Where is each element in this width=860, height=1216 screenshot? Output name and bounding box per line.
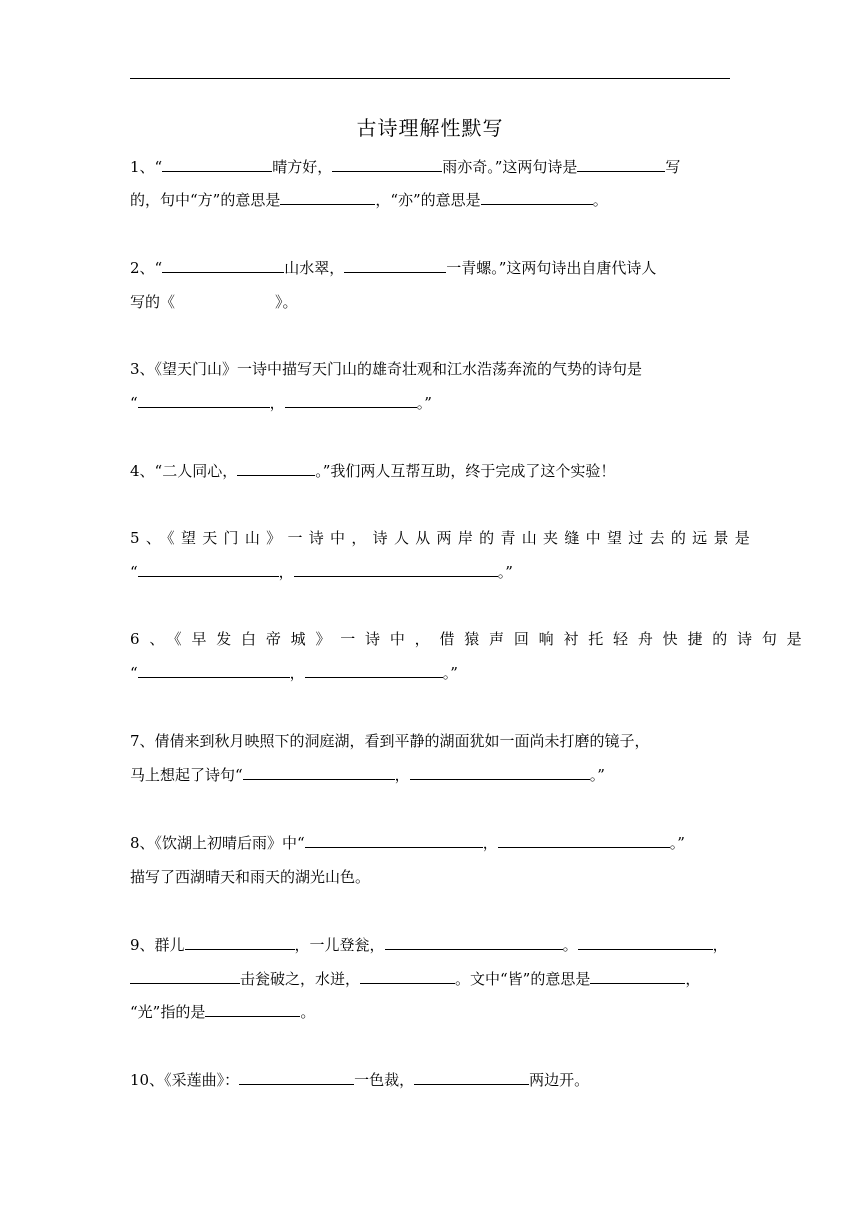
question-3-line-2: “ ， 。” [130,394,432,412]
question-6-line-1: 6、《早发白帝城》一诗中，借猿声回响衬托轻舟快捷的诗句是 [130,630,812,648]
question-2-line-1: 2、“ 山水翠， 一青螺。”这两句诗出自唐代诗人 [130,259,657,277]
answer-blank[interactable] [385,934,563,950]
answer-blank[interactable] [243,764,395,780]
question-10-line-1: 10、《采莲曲》： 一色裁， 两边开。 [130,1071,590,1089]
answer-blank[interactable] [410,764,590,780]
answer-blank[interactable] [498,832,670,848]
question-5-line-2: “ ， 。” [130,563,513,581]
answer-blank[interactable] [285,392,417,408]
question-9-line-3: “光”指的是 。 [130,1003,316,1021]
page-title: 古诗理解性默写 [356,116,504,140]
answer-blank[interactable] [130,968,240,984]
answer-blank[interactable] [294,561,498,577]
answer-blank[interactable] [280,189,375,205]
question-7-line-1: 7、倩倩来到秋月映照下的洞庭湖，看到平静的湖面犹如一面尚未打磨的镜子， [130,732,650,750]
answer-blank[interactable] [360,968,455,984]
question-1-line-1: 1、“ 晴方好， 雨亦奇。”这两句诗是 写 [130,158,681,176]
question-4-line-1: 4、“二人同心， 。”我们两人互帮互助，终于完成了这个实验！ [130,462,616,480]
header-rule [130,78,730,79]
answer-blank[interactable] [305,662,443,678]
answer-blank[interactable] [162,156,272,172]
question-7-line-2: 马上想起了诗句“ ， 。” [130,766,605,784]
answer-blank[interactable] [138,561,279,577]
answer-blank[interactable] [138,662,290,678]
question-6-line-2: “ ， 。” [130,664,458,682]
answer-blank[interactable] [138,392,270,408]
answer-blank[interactable] [414,1069,529,1085]
question-9-line-2: 击瓮破之，水迸， 。文中“皆”的意思是 ， [130,968,730,990]
answer-blank[interactable] [577,156,665,172]
question-9-line-1: 9、群儿 ，一儿登瓮， 。 ， [130,936,728,954]
question-8-line-1: 8、《饮湖上初晴后雨》中“ ， 。” [130,834,685,852]
answer-blank[interactable] [239,1069,354,1085]
answer-blank[interactable] [578,934,713,950]
answer-blank[interactable] [185,934,295,950]
question-1-line-2: 的，句中“方”的意思是 ，“亦”的意思是 。 [130,191,608,209]
answer-blank[interactable] [237,460,315,476]
question-3-line-1: 3、《望天门山》一诗中描写天门山的雄奇壮观和江水浩荡奔流的气势的诗句是 [130,360,643,378]
answer-blank[interactable] [590,968,685,984]
answer-blank[interactable] [205,1001,300,1017]
question-5-line-1: 5、《望天门山》一诗中，诗人从两岸的青山夹缝中望过去的远景是 [130,529,757,547]
question-8-line-2: 描写了西湖晴天和雨天的湖光山色。 [130,868,371,886]
answer-blank[interactable] [162,257,284,273]
question-2-line-2: 写的《 》。 [130,293,298,311]
answer-blank[interactable] [332,156,442,172]
answer-blank[interactable] [481,189,593,205]
answer-blank[interactable] [344,257,446,273]
answer-blank[interactable] [305,832,483,848]
